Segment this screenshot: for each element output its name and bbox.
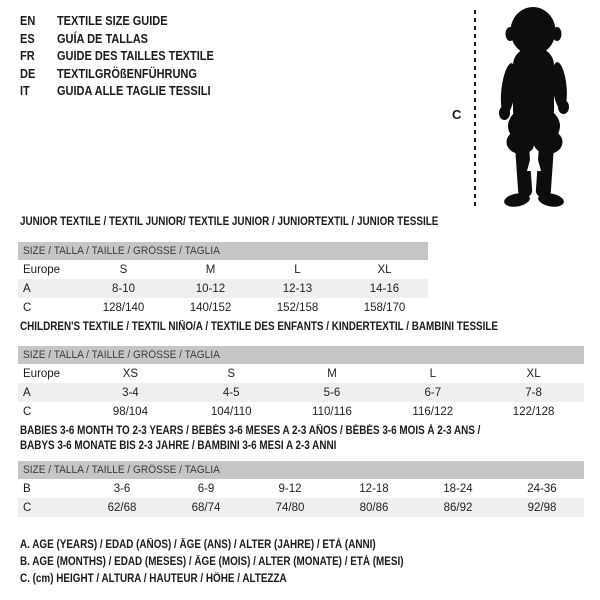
size-cell: 4-5	[181, 383, 282, 402]
lang-code: DE	[20, 66, 36, 81]
legend-notes	[20, 537, 466, 589]
size-cell: 12-13	[254, 279, 341, 298]
size-header-text: SIZE / TALLA / TAILLE / GRÖSSE / TAGLIA	[23, 245, 220, 257]
lang-row-es	[20, 31, 214, 49]
size-cell: M	[327, 367, 337, 380]
size-cell: L	[429, 367, 436, 380]
size-cell: XS	[122, 367, 139, 380]
note-line-a: A. AGE (YEARS) / EDAD (AÑOS) / ÂGE (ANS) / ALTER (JAHRE) / ETÀ (ANNI)	[20, 539, 376, 551]
size-cell: 3-4	[80, 383, 181, 402]
babies-size-table	[18, 479, 584, 517]
note-line-c: C. (cm) HEIGHT / ALTURA / HAUTEUR / HÖHE / ALTEZZA	[20, 573, 287, 586]
children-size-header-bar	[18, 346, 584, 364]
size-cell: 14-16	[341, 279, 428, 298]
size-cell: 98/104	[112, 405, 148, 418]
row-label: C	[23, 405, 32, 418]
lang-code: ES	[20, 31, 35, 46]
size-header-text: SIZE / TALLA / TAILLE / GRÖSSE / TAGLIA	[23, 349, 220, 361]
row-label: B	[23, 482, 31, 495]
table-row	[18, 279, 428, 298]
size-cell: 122/128	[512, 405, 555, 418]
babies-size-header-bar	[18, 461, 584, 479]
size-cell: 62/68	[80, 498, 164, 517]
junior-size-table	[18, 260, 428, 317]
size-cell: 24-36	[527, 482, 557, 495]
lang-row-de	[20, 66, 214, 84]
size-cell: 18-24	[443, 482, 473, 495]
size-cell: L	[294, 263, 301, 276]
size-cell: 140/152	[189, 301, 232, 314]
size-cell: XL	[526, 367, 541, 380]
lang-row-it	[20, 83, 214, 101]
table-row	[18, 383, 584, 402]
size-cell: 128/140	[102, 301, 145, 314]
size-cell: 9-12	[278, 482, 302, 495]
size-cell: 86/92	[416, 498, 500, 517]
junior-size-header-bar	[18, 242, 428, 260]
table-row	[18, 260, 428, 279]
size-cell: 158/170	[363, 301, 406, 314]
lang-label: TEXTILE SIZE GUIDE	[56, 14, 168, 28]
table-row	[18, 364, 584, 383]
junior-section-title	[20, 215, 506, 230]
size-cell: 10-12	[167, 279, 254, 298]
size-cell: 5-6	[282, 383, 383, 402]
size-cell: 92/98	[500, 498, 584, 517]
babies-section-title	[20, 424, 555, 453]
children-section-title	[20, 320, 576, 335]
lang-code: FR	[20, 49, 35, 63]
table-row	[18, 298, 428, 317]
size-cell: 152/158	[276, 301, 319, 314]
row-label: C	[23, 301, 32, 314]
lang-label: TEXTILGRÖßENFÜHRUNG	[56, 66, 197, 81]
language-header	[20, 13, 240, 101]
size-cell: 110/116	[312, 405, 352, 418]
size-cell: S	[227, 367, 236, 380]
row-label: Europe	[23, 263, 61, 276]
section-title-line: BABYS 3-6 MONATE BIS 2-3 JAHRE / BAMBINI 3-6 MESI A 2-3 ANNI	[20, 439, 337, 452]
size-cell: M	[205, 263, 216, 276]
size-cell: 3-6	[113, 482, 131, 495]
row-label: A	[18, 383, 80, 402]
table-row	[18, 402, 584, 421]
table-row	[18, 498, 584, 517]
size-cell: 12-18	[359, 482, 389, 495]
size-cell: XL	[377, 263, 392, 276]
size-cell: 7-8	[483, 383, 584, 402]
size-cell: 68/74	[164, 498, 248, 517]
row-label: C	[18, 498, 80, 517]
section-title-line: BABIES 3-6 MONTH TO 2-3 YEARS / BEBÉS 3-6 MESES A 2-3 AÑOS / BÉBÉS 3-6 MOIS À 2-3 ANS /	[20, 425, 481, 437]
size-header-text: SIZE / TALLA / TAILLE / GRÖSSE / TAGLIA	[23, 464, 220, 476]
size-cell: 116/122	[412, 405, 454, 418]
row-label: Europe	[23, 367, 61, 380]
size-cell: 6-9	[197, 482, 215, 495]
size-cell: S	[119, 263, 128, 276]
size-cell: 8-10	[80, 279, 167, 298]
size-cell: 104/110	[210, 405, 252, 418]
section-title-line: JUNIOR TEXTILE / TEXTIL JUNIOR/ TEXTILE JUNIOR / JUNIORTEXTIL / JUNIOR TESSILE	[20, 216, 439, 228]
baby-silhouette-icon	[487, 4, 583, 210]
section-title-line: CHILDREN'S TEXTILE / TEXTIL NIÑO/A / TEXTILE DES ENFANTS / KINDERTEXTIL / BAMBINI TESSILE	[20, 321, 499, 333]
lang-code: EN	[20, 14, 36, 28]
table-row	[18, 479, 584, 498]
lang-label: GUIDA ALLE TAGLIE TESSILI	[56, 84, 211, 98]
lang-row-en	[20, 13, 214, 31]
size-cell: 80/86	[332, 498, 416, 517]
lang-row-fr	[20, 48, 214, 66]
size-cell: 74/80	[248, 498, 332, 517]
lang-code: IT	[20, 84, 30, 98]
lang-label: GUÍA DE TALLAS	[56, 31, 149, 46]
height-measure-label: C	[452, 107, 462, 122]
height-measure-dashed-line	[474, 10, 476, 206]
size-cell: 6-7	[382, 383, 483, 402]
children-size-table	[18, 364, 584, 421]
lang-label: GUIDE DES TAILLES TEXTILE	[56, 49, 214, 63]
note-line-b: B. AGE (MONTHS) / EDAD (MESES) / ÂGE (MOIS) / ALTER (MONATE) / ETÀ (MESI)	[20, 556, 404, 569]
row-label: A	[18, 279, 80, 298]
